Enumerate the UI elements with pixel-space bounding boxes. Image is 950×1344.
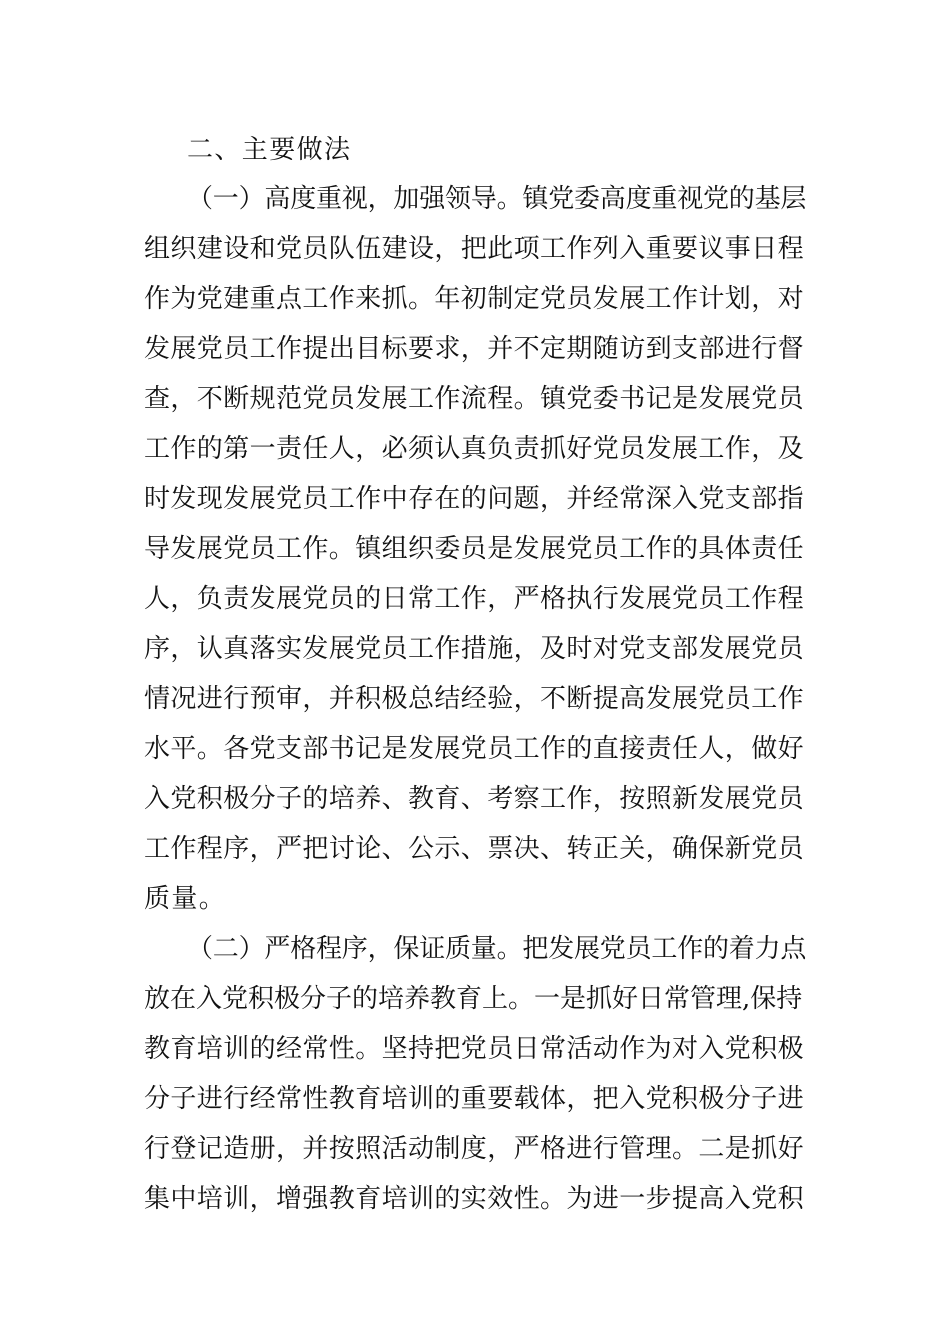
paragraph-line: （二）严格程序，保证质量。把发展党员工作的着力点 — [187, 934, 807, 964]
paragraph-line: 入党积极分子的培养、教育、考察工作，按照新发展党员 — [144, 784, 805, 814]
paragraph-line: 序，认真落实发展党员工作措施，及时对党支部发展党员 — [144, 634, 805, 664]
section-heading: 二、主要做法 — [187, 135, 352, 165]
paragraph-line: 查，不断规范党员发展工作流程。镇党委书记是发展党员 — [144, 384, 805, 414]
paragraph-line: 组织建设和党员队伍建设，把此项工作列入重要议事日程 — [144, 234, 805, 264]
paragraph-line: 时发现发展党员工作中存在的问题，并经常深入党支部指 — [144, 484, 805, 514]
paragraph-line: 发展党员工作提出目标要求，并不定期随访到支部进行督 — [144, 334, 805, 364]
paragraph-line: 导发展党员工作。镇组织委员是发展党员工作的具体责任 — [144, 534, 805, 564]
paragraph-line: 放在入党积极分子的培养教育上。一是抓好日常管理,保持 — [144, 984, 803, 1014]
paragraph-line: 情况进行预审，并积极总结经验，不断提高发展党员工作 — [144, 684, 805, 714]
paragraph-line: 工作的第一责任人，必须认真负责抓好党员发展工作，及 — [144, 434, 805, 464]
paragraph-line: 行登记造册，并按照活动制度，严格进行管理。二是抓好 — [144, 1134, 805, 1164]
paragraph-line: 分子进行经常性教育培训的重要载体，把入党积极分子进 — [144, 1084, 805, 1114]
paragraph-line: 教育培训的经常性。坚持把党员日常活动作为对入党积极 — [144, 1034, 805, 1064]
paragraph-line: （一）高度重视，加强领导。镇党委高度重视党的基层 — [187, 184, 807, 214]
paragraph-line: 质量。 — [144, 884, 227, 914]
paragraph-line: 人，负责发展党员的日常工作，严格执行发展党员工作程 — [144, 584, 805, 614]
paragraph-line: 工作程序，严把讨论、公示、票决、转正关，确保新党员 — [144, 834, 805, 864]
paragraph-line: 作为党建重点工作来抓。年初制定党员发展工作计划，对 — [144, 284, 805, 314]
paragraph-line: 集中培训，增强教育培训的实效性。为进一步提高入党积 — [144, 1184, 805, 1214]
paragraph-line: 水平。各党支部书记是发展党员工作的直接责任人，做好 — [144, 734, 805, 764]
